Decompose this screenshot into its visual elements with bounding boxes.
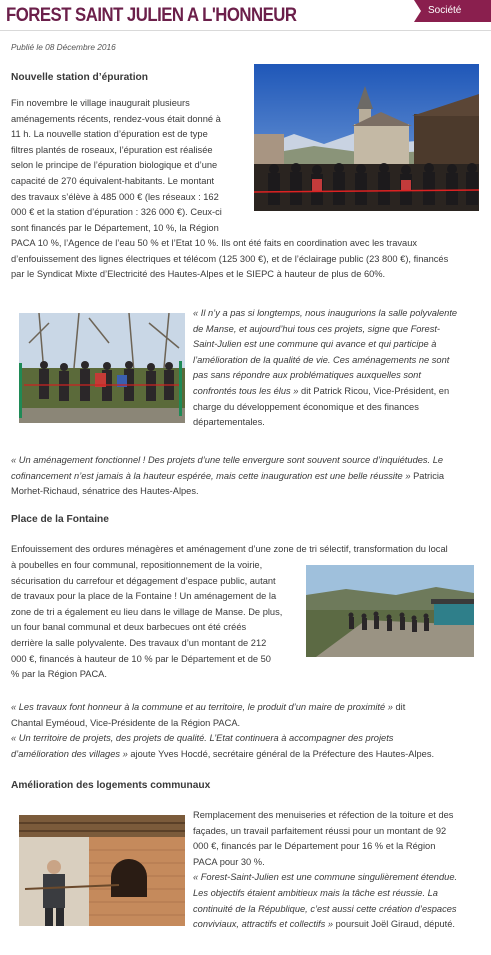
station-paragraph-wide [11, 236, 486, 283]
photo-inauguration-church [254, 64, 479, 211]
quote-line: de Manse, et aujourd’hui tous ces projets, signe que Forest- [193, 323, 441, 334]
photo-bread-oven [19, 815, 185, 926]
text-line: % par la Région PACA. [11, 669, 107, 680]
quote-line: continuité de la République, c’est aussi cette création d’espaces [193, 903, 457, 914]
text-line: charge du développement économique et des finances [193, 401, 419, 412]
quote-fragment: « Les travaux font honneur à la commune et au territoire, le produit d’un maire de proximité » [11, 702, 393, 712]
heading-station-epuration: Nouvelle station d’épuration [11, 72, 148, 83]
quote-line [193, 384, 485, 400]
quote-line: pas sans répondre aux problématiques auxquelles sont [193, 370, 421, 381]
category-tag[interactable]: Société [414, 0, 491, 22]
text-line: d’enfouissement des lignes électriques et télécom (125 300 €), et de l’éclairage public (23 800 €), financés [11, 253, 449, 264]
text-line: PACA 10 %, l’Agence de l’eau 50 % et l’Etat 10 %. Ils ont été faits en coordination avec les travaux [11, 238, 418, 248]
text-line: PACA pour 30 %. [193, 856, 265, 867]
quote-fragment: confrontés tous les élus » [193, 385, 299, 396]
text-line: Chantal Eyméoud, Vice-Présidente de la Région PACA. [11, 717, 241, 728]
header-divider [0, 30, 491, 31]
attribution-fragment: dit Patrick Ricou, Vice-Président, en [298, 385, 450, 396]
text-line: capacité de 270 équivalent-habitants. Le montant [11, 175, 215, 186]
text-line: sécurisation du carrefour et dégagement d’espace public, autant [11, 575, 276, 586]
quote-fragment: d’amélioration des villages » [11, 748, 128, 759]
text-line: sont financés par le Département, 10 %, la Région [11, 222, 219, 233]
text-line: un four banal communal et deux barbecues ont été créés [11, 622, 247, 633]
text-line: filtres plantés de roseaux, l’épuration est réalisée [11, 144, 213, 155]
quote-fragment: cofinancement n’est jamais à la hauteur espérée, mais cette inauguration est une belle réussite » [11, 470, 411, 481]
heading-place-fontaine: Place de la Fontaine [11, 514, 109, 525]
text-line: 000 €, financés par le Département pour 16 % et la Région [193, 841, 436, 852]
text-line: aménagements récents, rendez-vous était donné à [11, 113, 221, 124]
text-line: Enfouissement des ordures ménagères et aménagement d’une zone de tri sélectif, transformation du local [11, 544, 448, 554]
station-paragraph-narrow [11, 96, 251, 236]
quote-fragment: conviviaux, attractifs et collectifs » [193, 919, 334, 930]
text-line: 000 € et la station d’épuration : 326 000 €). Ceux-ci [11, 207, 222, 218]
quotes-region-prefecture [11, 700, 489, 762]
text-line: 11 h. La nouvelle station d’épuration est de type [11, 129, 208, 140]
attribution-fragment: poursuit Joël Giraud, député. [333, 919, 455, 930]
quote-morhet [11, 453, 489, 500]
article-header [0, 0, 491, 30]
text-line: façades, un travail parfaitement réussi pour un montant de 92 [193, 825, 447, 836]
text-line: de travaux pour la place de la Fontaine ! Un aménagement de la [11, 591, 277, 602]
text-line: Morhet-Richaud, sénatrice des Hautes-Alpes. [11, 486, 199, 497]
publication-date: Publié le 08 Décembre 2016 [11, 42, 116, 52]
attribution-fragment: dit [392, 702, 406, 712]
attribution-fragment: ajoute Yves Hocdé, secrétaire général de la Préfecture des Hautes-Alpes. [127, 748, 435, 759]
text-line: Fin novembre le village inaugurait plusieurs [11, 98, 190, 108]
quote-ricou [193, 306, 485, 431]
photo-path-group [306, 565, 474, 657]
quote-line: « Il n’y a pas si longtemps, nous inaugurions la salle polyvalente [193, 308, 458, 318]
text-line: par le Syndicat Mixte d’Electricité des Hautes-Alpes et le SIEPC à hauteur de plus de 60%. [11, 269, 386, 280]
text-line: 000 €, financés à hauteur de 10 % par le Département et de 50 [11, 653, 271, 664]
text-line: zone de tri a également eu lieu dans le village de Manse. De plus, [11, 606, 283, 617]
text-line: derrière la salle polyvalente. Des travaux d’un montant de 212 [11, 637, 267, 648]
fontaine-first-line [11, 542, 489, 558]
heading-logements: Amélioration des logements communaux [11, 780, 211, 791]
quote-line: « Un aménagement fonctionnel ! Des projets d’une telle envergure sont souvent source d’inquiétudes. Le [11, 455, 444, 465]
quote-line: Saint-Julien est une commune qui avance et qui participe à [193, 339, 437, 350]
text-line: des travaux s’élève à 485 000 € (les réseaux : 162 [11, 191, 219, 202]
fontaine-paragraph [11, 558, 303, 683]
quote-line: « Un territoire de projets, des projets de qualité. L’Etat continuera à accompagner des projets [11, 733, 394, 744]
quote-line: « Forest-Saint-Julien est une commune singulièrement étendue. [193, 872, 458, 883]
attribution-fragment: Patricia [410, 470, 445, 481]
article-title: FOREST SAINT JULIEN A L'HONNEUR [6, 4, 297, 26]
photo-ribbon-crowd [19, 313, 185, 423]
text-line: à poubelles en four communal, repositionnement de la voirie, [11, 560, 263, 570]
logements-paragraph [193, 808, 488, 933]
text-line: selon le principe de l’épuration biologique et d’une [11, 160, 218, 171]
text-line: départementales. [193, 417, 265, 428]
text-line: Remplacement des menuiseries et réfection de la toiture et des [193, 810, 454, 820]
quote-line: l’amélioration de la qualité de vie. Ces aménagements ne sont [193, 354, 450, 365]
quote-line: Les objectifs étaient ambitieux mais la tâche est réussie. La [193, 887, 438, 898]
